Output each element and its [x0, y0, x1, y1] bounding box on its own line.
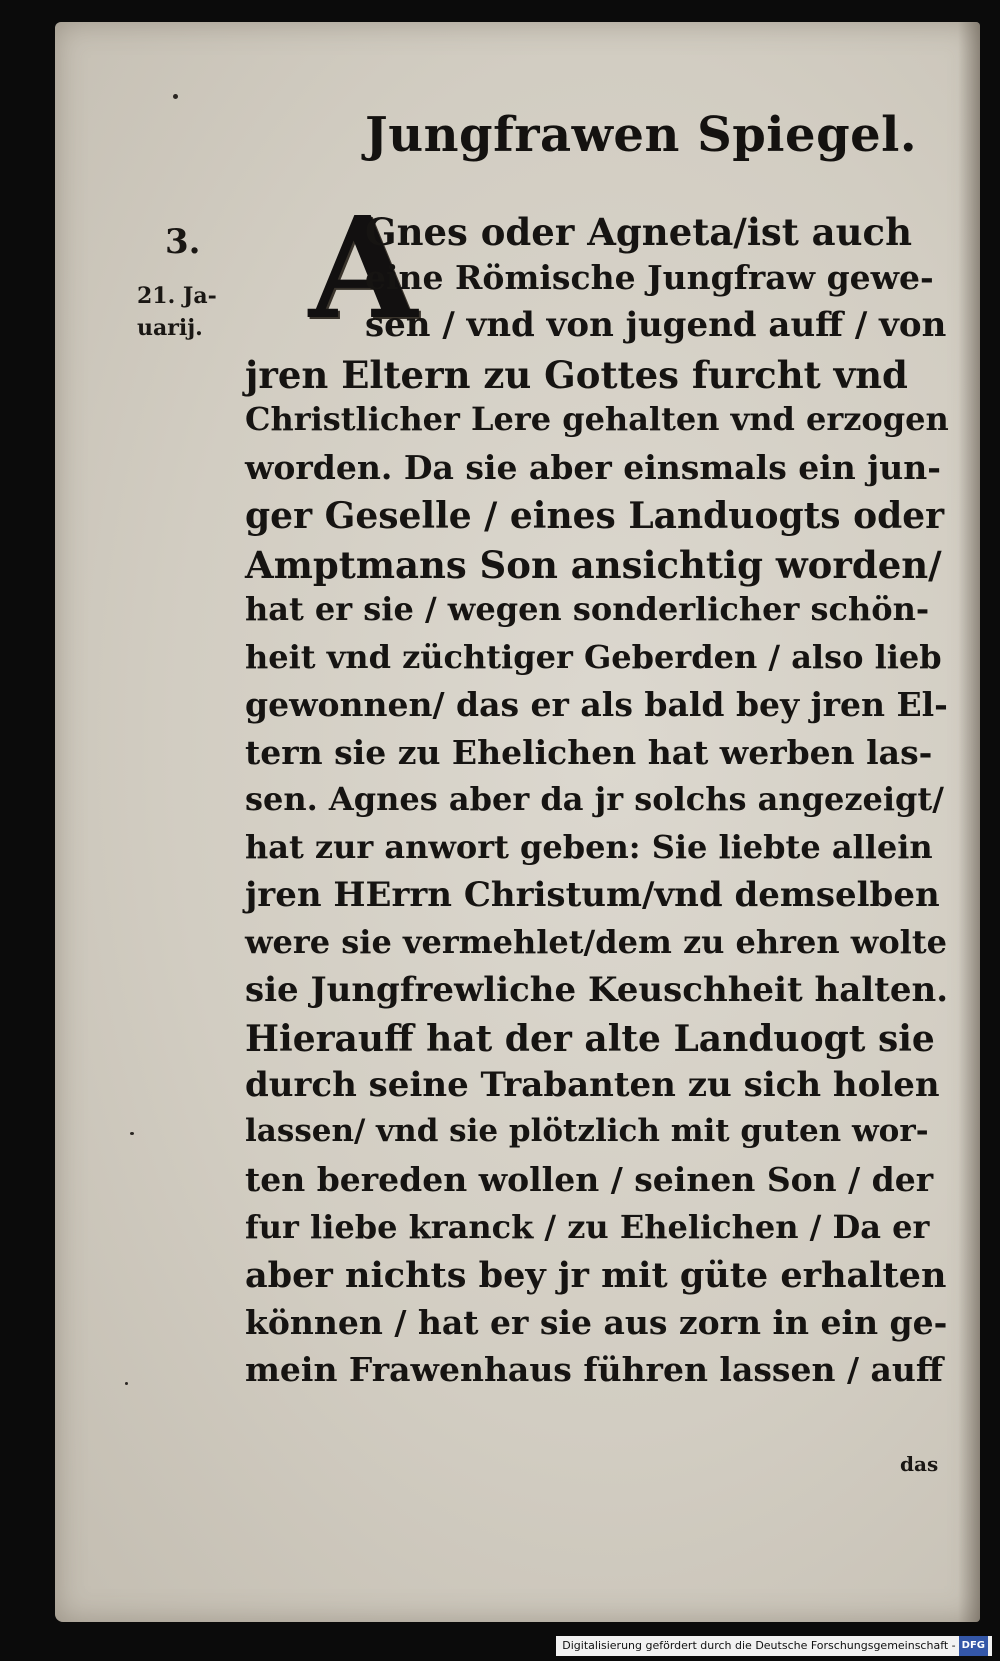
- text-line: Hierauff hat der alte Landuogt sie: [245, 1017, 935, 1060]
- book-page: [55, 22, 980, 1622]
- margin-number: 3.: [165, 222, 201, 262]
- text-line: jren HErrn Christum/vnd demselben: [245, 875, 940, 915]
- catchword: das: [900, 1452, 939, 1476]
- digitization-credit: [556, 1636, 992, 1656]
- text-line: hat er sie / wegen sonderlicher schön-: [245, 590, 930, 628]
- text-line: sen. Agnes aber da jr solchs angezeigt/: [245, 780, 944, 818]
- text-line: heit vnd züchtiger Geberden / also lieb: [245, 637, 942, 676]
- text-line: aber nichts bey jr mit güte erhalten: [245, 1255, 947, 1296]
- text-line: hat zur anwort geben: Sie liebte allein: [245, 827, 933, 866]
- text-line: gewonnen/ das er als bald bey jren El-: [245, 685, 948, 724]
- margin-date: 21. Ja- uarij.: [137, 283, 217, 341]
- text-line: were sie vermehlet/dem zu ehren wolte: [245, 922, 947, 961]
- text-line: tern sie zu Ehelichen hat werben las-: [245, 732, 933, 772]
- text-line: Gnes oder Agneta/ist auch: [365, 210, 912, 254]
- text-line: Amptmans Son ansichtig worden/: [245, 542, 942, 587]
- text-line: durch seine Trabanten zu sich holen: [245, 1065, 940, 1105]
- text-line: lassen/ vnd sie plötzlich mit guten wor-: [245, 1112, 929, 1149]
- paper-speck: [130, 1132, 134, 1135]
- text-line: mein Frawenhaus führen lassen / auff: [245, 1350, 943, 1389]
- page-edge-shadow: [958, 22, 980, 1622]
- text-line: können / hat er sie aus zorn in ein ge-: [245, 1302, 948, 1342]
- decorated-initial: A: [308, 187, 418, 351]
- running-header: Jungfrawen Spiegel.: [365, 107, 918, 163]
- credit-text: Digitalisierung gefördert durch die Deutsche Forschungsgemeinschaft -: [562, 1639, 956, 1652]
- text-line: ger Geselle / eines Landuogts oder: [245, 495, 945, 537]
- text-line: fur liebe kranck / zu Ehelichen / Da er: [245, 1207, 930, 1246]
- text-line: eine Römische Jungfraw gewe-: [365, 257, 934, 297]
- dfg-logo: DFG: [959, 1636, 988, 1656]
- paper-speck: [173, 94, 178, 99]
- text-line: ten bereden wollen / seinen Son / der: [245, 1160, 934, 1199]
- text-line: worden. Da sie aber einsmals ein jun-: [245, 447, 941, 487]
- text-line: sen / vnd von jugend auff / von: [365, 305, 947, 345]
- text-line: Christlicher Lere gehalten vnd erzogen: [245, 400, 949, 438]
- text-line: sie Jungfrewliche Keuschheit halten.: [245, 970, 949, 1010]
- paper-speck: [125, 1382, 128, 1385]
- text-line: jren Eltern zu Gottes furcht vnd: [245, 352, 908, 397]
